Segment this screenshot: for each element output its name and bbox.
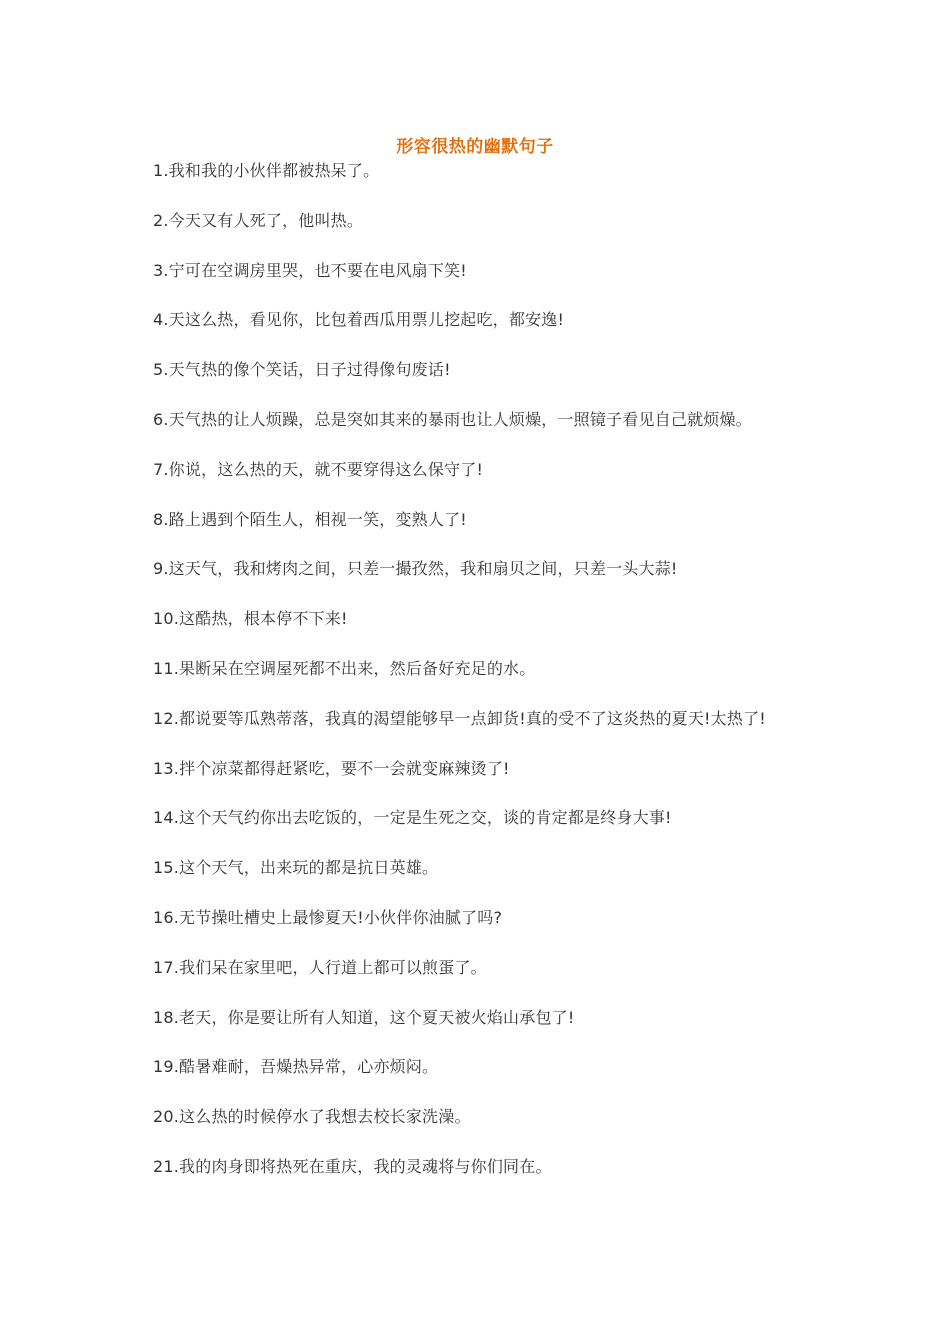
sentence-item: 1.我和我的小伙伴都被热呆了。: [153, 161, 380, 180]
sentence-item: 21.我的肉身即将热死在重庆，我的灵魂将与你们同在。: [153, 1156, 552, 1176]
sentence-item: 16.无节操吐槽史上最惨夏天!小伙伴你油腻了吗?: [153, 907, 503, 927]
sentence-item: 9.这天气，我和烤肉之间，只差一撮孜然，我和扇贝之间，只差一头大蒜!: [153, 559, 678, 579]
sentence-item: 5.天气热的像个笑话，日子过得像句废话!: [153, 360, 451, 380]
sentence-item: 8.路上遇到个陌生人，相视一笑，变熟人了!: [153, 509, 467, 529]
sentence-item: 2.今天又有人死了，他叫热。: [153, 210, 364, 230]
sentence-item: 18.老天，你是要让所有人知道，这个夏天被火焰山承包了!: [153, 1007, 575, 1027]
sentence-item: 15.这个天气，出来玩的都是抗日英雄。: [153, 858, 439, 878]
sentence-item: 7.你说，这么热的天，就不要穿得这么保守了!: [153, 459, 484, 479]
sentence-item: 13.拌个凉菜都得赶紧吃，要不一会就变麻辣烫了!: [153, 758, 510, 778]
sentence-item: 17.我们呆在家里吧，人行道上都可以煎蛋了。: [153, 957, 487, 977]
sentence-item: 19.酷暑难耐，吾燥热异常，心亦烦闷。: [153, 1057, 439, 1077]
sentence-item: 4.天这么热，看见你，比包着西瓜用票儿挖起吃，都安逸!: [153, 310, 565, 330]
sentence-item: 20.这么热的时候停水了我想去校长家洗澡。: [153, 1107, 471, 1127]
sentence-item: 3.宁可在空调房里哭，也不要在电风扇下笑!: [153, 260, 467, 280]
document-title: 形容很热的幽默句子: [396, 137, 554, 157]
sentence-item: 6.天气热的让人烦躁，总是突如其来的暴雨也让人烦燥，一照镜子看见自己就烦燥。: [153, 409, 752, 429]
sentence-item: 11.果断呆在空调屋死都不出来，然后备好充足的水。: [153, 658, 536, 678]
sentence-list: [153, 158, 853, 1204]
sentence-item: 10.这酷热，根本停不下来!: [153, 609, 348, 629]
sentence-item: 12.都说要等瓜熟蒂落，我真的渴望能够早一点卸货!真的受不了这炎热的夏天!太热了!: [153, 708, 766, 728]
sentence-item: 14.这个天气约你出去吃饭的，一定是生死之交，谈的肯定都是终身大事!: [153, 808, 672, 828]
